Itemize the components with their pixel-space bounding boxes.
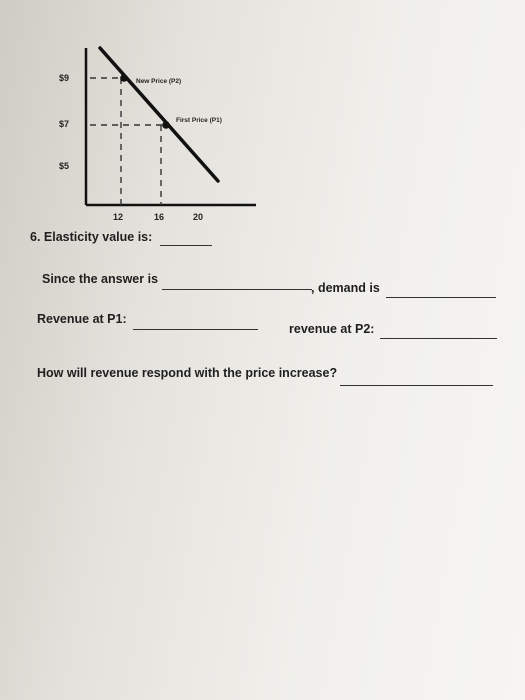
revenue-p1-label: Revenue at P1: xyxy=(37,312,127,326)
x-tick-label: 12 xyxy=(113,212,124,222)
elasticity-question: 6. Elasticity value is: xyxy=(30,230,153,244)
y-tick-label: $5 xyxy=(59,161,70,171)
demand-curve xyxy=(100,48,218,181)
since-answer-label: Since the answer is xyxy=(42,272,159,286)
since-answer-blank[interactable] xyxy=(162,289,312,290)
revenue-p2-blank[interactable] xyxy=(380,338,497,339)
elasticity-answer-blank[interactable] xyxy=(160,245,212,246)
revenue-p1-blank[interactable] xyxy=(133,329,258,330)
y-tick-label: $9 xyxy=(59,73,70,83)
x-tick-label: 16 xyxy=(154,212,165,222)
label-new-price: New Price (P2) xyxy=(136,78,182,85)
point-p1 xyxy=(162,121,170,129)
revenue-p2-label: revenue at P2: xyxy=(289,322,375,336)
revenue-response-question: How will revenue respond with the price increase? xyxy=(37,366,338,380)
demand-is-label: , demand is xyxy=(311,281,380,295)
point-p2 xyxy=(120,74,128,82)
revenue-response-blank[interactable] xyxy=(340,385,493,386)
x-tick-label: 20 xyxy=(193,212,204,222)
y-tick-label: $7 xyxy=(59,119,70,129)
demand-graph xyxy=(0,0,525,240)
label-first-price: First Price (P1) xyxy=(176,117,222,124)
demand-type-blank[interactable] xyxy=(386,297,496,298)
